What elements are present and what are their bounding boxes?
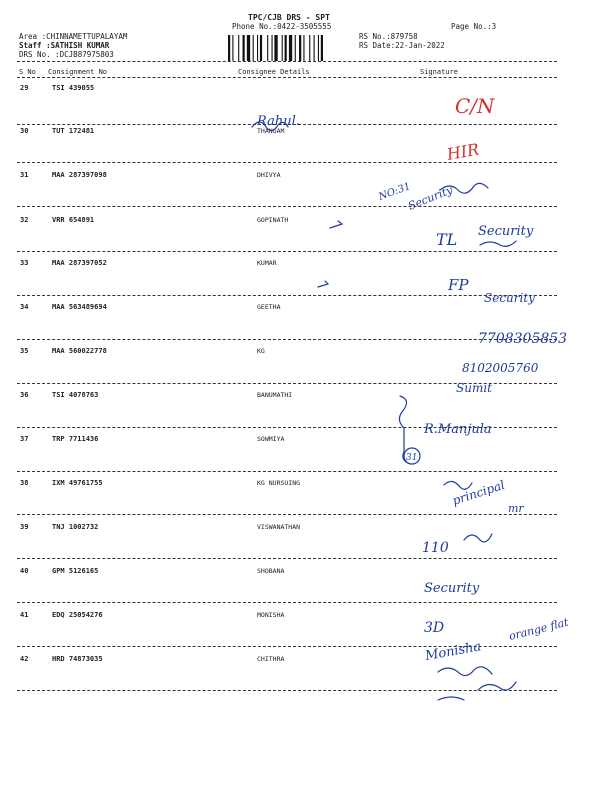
- row-sno: 42: [20, 655, 29, 663]
- row-consignee: THANGAM: [257, 127, 285, 135]
- row-consignment: TSI 439055: [52, 84, 95, 92]
- row-consignee: GEETHA: [257, 303, 281, 311]
- row-consignment: VRR 654891: [52, 216, 95, 224]
- row-consignee: BANUMATHI: [257, 391, 293, 399]
- row-consignee: KUMAR: [257, 259, 277, 267]
- staff-label: Staff :SATHISH KUMAR: [19, 41, 110, 50]
- row-sno: 40: [20, 567, 29, 575]
- hw-hir: HIR: [445, 139, 481, 164]
- row-sno: 31: [20, 171, 29, 179]
- signature-scribble: [438, 697, 464, 700]
- signature-scribble: [464, 534, 492, 542]
- row-consignee: GOPINATH: [257, 216, 289, 224]
- column-header-consignment: Consignment No: [48, 68, 108, 76]
- row-sno: 41: [20, 611, 29, 619]
- column-header-signature: Signature: [420, 68, 458, 76]
- signature-scribble: [438, 667, 492, 676]
- hw-security-4: Security: [424, 581, 480, 596]
- row-consignment: TSI 4078763: [52, 391, 99, 399]
- rs-number: RS No.:879758: [359, 32, 418, 41]
- signature-scribble: [478, 682, 516, 690]
- row-sno: 37: [20, 435, 29, 443]
- hw-monisha: Monisha: [424, 639, 483, 664]
- hw-fp: FP: [448, 276, 469, 294]
- hw-orange: orange flat: [507, 615, 570, 643]
- hw-circled-31: 31: [406, 453, 418, 463]
- row-sno: 38: [20, 479, 29, 487]
- drs-number: DRS No. :DCJB87975803: [19, 50, 114, 59]
- document-title: TPC/CJB DRS - SPT: [248, 13, 330, 22]
- row-consignee: SHOBANA: [257, 567, 285, 575]
- row-sno: 34: [20, 303, 29, 311]
- hw-sumit: Sumit: [456, 381, 492, 395]
- arrow-mark: [318, 281, 328, 287]
- row-consignment: HRD 74873035: [52, 655, 103, 663]
- row-consignment: TRP 7711436: [52, 435, 99, 443]
- hw-phone-1: 7708305853: [478, 331, 568, 347]
- column-header-sno: S No: [19, 68, 36, 76]
- row-consignee: VISWANATHAN: [257, 523, 301, 531]
- hw-principal: principal: [450, 477, 507, 508]
- row-sno: 39: [20, 523, 29, 531]
- row-sno: 35: [20, 347, 29, 355]
- row-consignee: MONISHA: [257, 611, 285, 619]
- hw-mr: mr: [508, 502, 524, 515]
- row-consignment: MAA 287397098: [52, 171, 107, 179]
- hw-rahul: Rahul.: [257, 114, 300, 129]
- hw-no31: NO:31: [377, 181, 413, 203]
- row-consignment: TNJ 1002732: [52, 523, 99, 531]
- phone-number: Phone No.:0422-3505555: [232, 22, 332, 31]
- row-sno: 36: [20, 391, 29, 399]
- hw-cn: C/N: [455, 94, 495, 118]
- hw-rmanjula: R.Manjula: [424, 422, 492, 437]
- row-sno: 32: [20, 216, 29, 224]
- row-consignment: TUT 172481: [52, 127, 95, 135]
- hw-phone-2: 8102005760: [462, 361, 539, 375]
- row-sno: 29: [20, 84, 29, 92]
- row-consignee: KG NURSUING: [257, 479, 301, 487]
- row-consignment: IXM 49761755: [52, 479, 103, 487]
- row-consignee: DHIVYA: [257, 171, 281, 179]
- hw-3d: 3D: [424, 620, 445, 636]
- row-consignment: MAA 287397052: [52, 259, 107, 267]
- row-consignment: MAA 560022778: [52, 347, 107, 355]
- hw-security-2: Security: [478, 224, 534, 239]
- row-consignee: SOWMIYA: [257, 435, 285, 443]
- signature-scribble: [480, 241, 516, 246]
- row-sno: 33: [20, 259, 29, 267]
- hw-security-3: Security: [484, 291, 535, 305]
- hw-110: 110: [422, 540, 449, 556]
- row-consignee: KG: [257, 347, 265, 355]
- row-consignment: GPM 5126165: [52, 567, 99, 575]
- hw-security-1: Security: [406, 183, 455, 213]
- column-header-consignee: Consignee Details: [238, 68, 310, 76]
- page-number: Page No.:3: [451, 22, 497, 31]
- area-label: Area :CHINNAMETTUPALAYAM: [19, 32, 128, 41]
- row-consignment: EDQ 25054276: [52, 611, 103, 619]
- row-sno: 30: [20, 127, 29, 135]
- hw-tl: TL: [436, 230, 458, 249]
- row-consignment: MAA 563489694: [52, 303, 107, 311]
- rs-date: RS Date:22-Jan-2022: [359, 41, 445, 50]
- row-consignee: CHITHRA: [257, 655, 285, 663]
- arrow-mark: [330, 221, 342, 228]
